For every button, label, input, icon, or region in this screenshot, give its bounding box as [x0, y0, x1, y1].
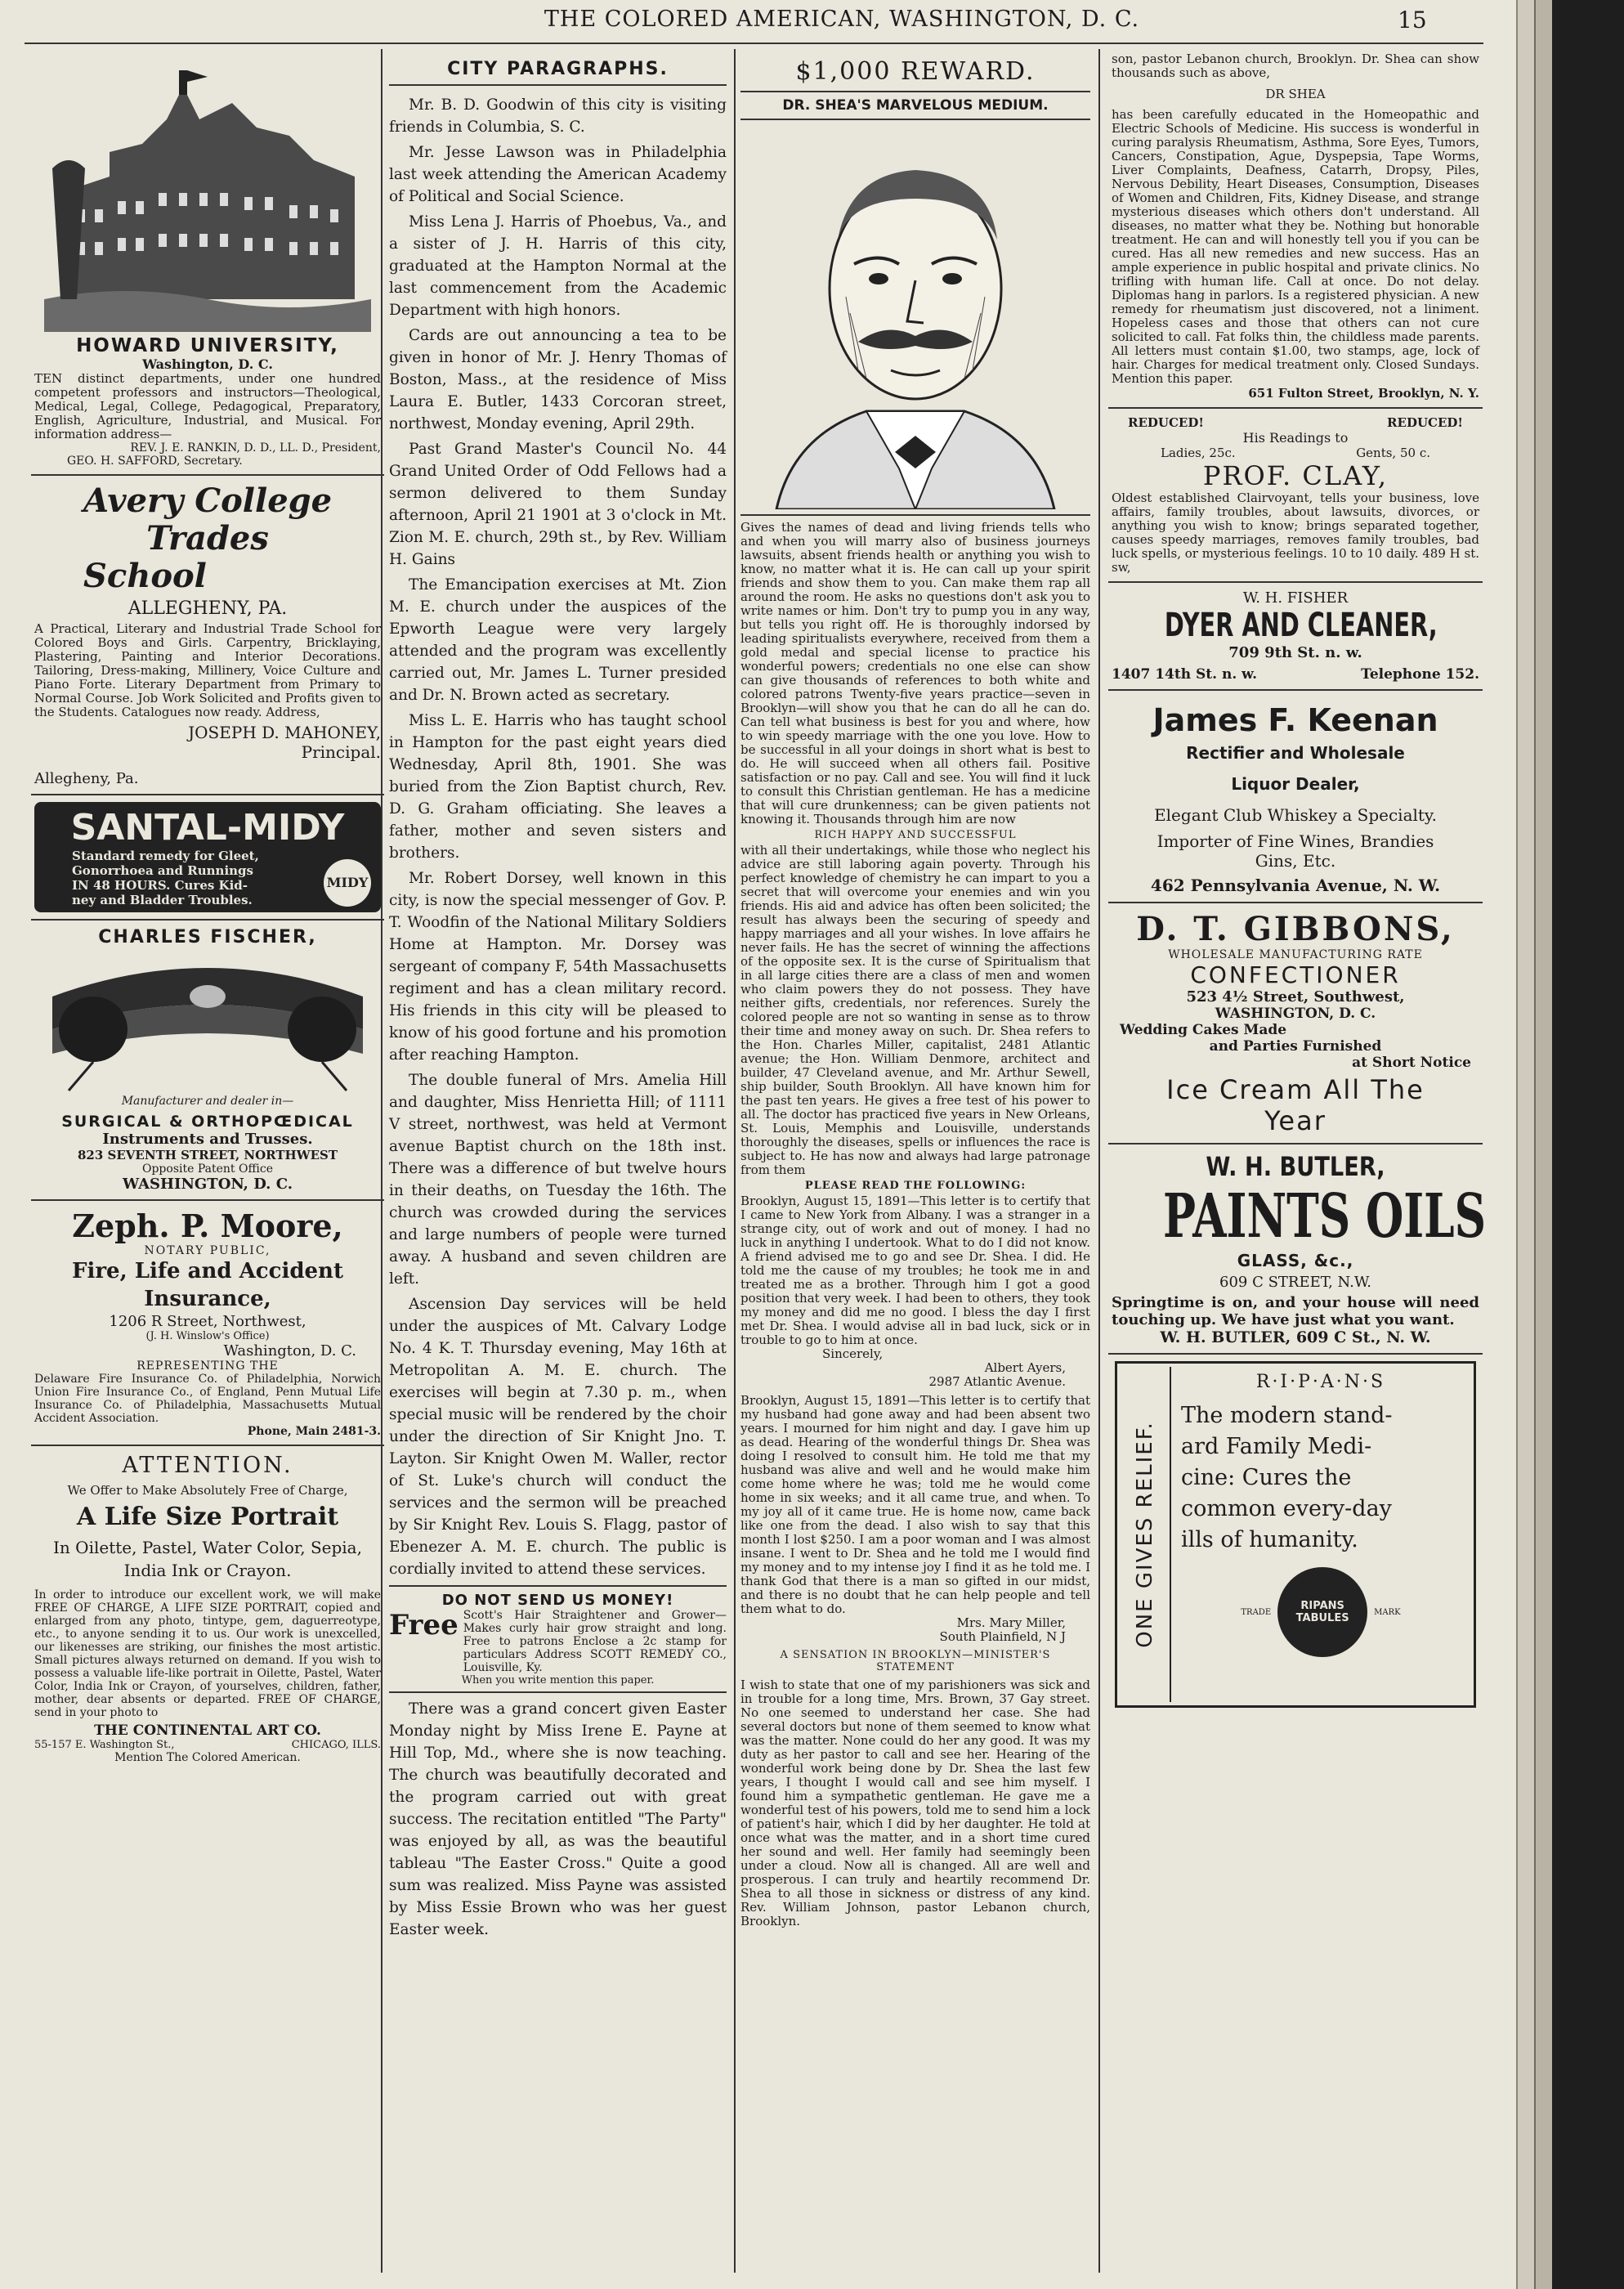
- santal-line-4: ney and Bladder Troubles.: [72, 893, 253, 907]
- fisher-trade: DYER AND CLEANER,: [1164, 607, 1438, 644]
- ripans-title: R·I·P·A·N·S: [1255, 1372, 1386, 1392]
- dr-shea-continued: [1108, 51, 1483, 409]
- column-2-city-paragraphs: [384, 51, 731, 2273]
- attention-title: ATTENTION.: [122, 1453, 293, 1478]
- prof-clay-ad: [1108, 409, 1483, 583]
- santal-line-1: Standard remedy for Gleet,: [72, 849, 259, 863]
- city-paragraph: Mr. Jesse Lawson was in Philadelphia last week attending the American Academy of Political and Social Science.: [389, 144, 727, 205]
- page-number: 15: [1398, 7, 1427, 34]
- ripans-trade: TRADE: [1241, 1607, 1272, 1617]
- fischer-line-4: Opposite Patent Office: [141, 1162, 274, 1176]
- attention-text: In order to introduce our excellent work, we will make FREE OF CHARGE, A LIFE SIZE PORTRAIT, copied and enlarged from any photo, tintype, gem, daguerreotype, etc., to anyone sending it to us. Our work is unexcelled, our likenesses are striking, our finishes the most artistic. Small pictures always returned on demand. If you wish to possess a valuable life-like portrait in Oilette, Pastel, Water Color, India Ink or Crayon, of yourselves, children, father, mother, dear absents or departed. FREE OF CHARGE, send in your photo to: [34, 1588, 381, 1719]
- letter-1-sincerely: Sincerely,: [822, 1346, 884, 1361]
- gibbons-line-1: WHOLESALE MANUFACTURING RATE: [1168, 948, 1423, 961]
- dr-shea-portrait: [744, 125, 1087, 509]
- page-edge: [1534, 0, 1554, 2289]
- avery-place: ALLEGHENY, PA.: [128, 598, 288, 619]
- fisher-address-2: 1407 14th St. n. w.: [1112, 666, 1258, 683]
- gibbons-line-8: Ice Cream All The: [1166, 1074, 1425, 1105]
- moore-phone: Phone, Main 2481-3.: [247, 1425, 381, 1438]
- keenan-line-5: Gins, Etc.: [1255, 851, 1336, 871]
- ripans-line-3: cine: Cures the: [1181, 1465, 1352, 1490]
- howard-text: TEN distinct departments, under one hundred competent professors and instructors—Theological, Medical, Legal, College, Pedagogical, Preparatory, English, Agriculture, Industrial, and Musical. For information address—: [34, 371, 381, 441]
- attention-address: 55-157 E. Washington St.,: [34, 1739, 175, 1751]
- column-rule: [1098, 49, 1100, 2273]
- reward-title: $1,000 REWARD.: [795, 57, 1036, 86]
- city-paragraph: The double funeral of Mrs. Amelia Hill and daughter, Miss Henrietta Hill; of 1111 V street, northwest, was held at Vermont avenue Baptist church on the 18th inst. There was a difference of but twelve hours in their deaths, on Tuesday the 16th. The church was crowded during the services and large numbers of people were turned away. A husband and seven children are left.: [389, 1072, 727, 1288]
- howard-place: Washington, D. C.: [142, 356, 273, 372]
- gibbons-line-7: at Short Notice: [1352, 1055, 1471, 1071]
- keenan-line-1: Rectifier and Wholesale: [1186, 743, 1405, 763]
- column-1: [31, 51, 384, 2273]
- dr-shea-heading: DR SHEA: [1265, 87, 1326, 101]
- avery-principal-name: JOSEPH D. MAHONEY,: [188, 723, 381, 742]
- howard-secretary: GEO. H. SAFFORD, Secretary.: [67, 455, 243, 468]
- clay-text: Oldest established Clairvoyant, tells your business, love affairs, family troubles, about lawsuits, divorces, or anything you wish to know; brings separated together, causes speedy marriages, removes family troubles, bad luck spells, or mysterious feelings. 10 to 10 daily. 489 H st. sw,: [1112, 490, 1479, 575]
- scan-background: [1552, 0, 1624, 2289]
- howard-title: HOWARD UNIVERSITY,: [76, 335, 339, 356]
- shea-continued-text: son, pastor Lebanon church, Brooklyn. Dr. Shea can show thousands such as above,: [1112, 52, 1479, 80]
- clay-gents: Gents, 50 c.: [1356, 446, 1430, 460]
- gibbons-name: D. T. GIBBONS,: [1136, 910, 1455, 948]
- ripans-line-1: The modern stand-: [1181, 1403, 1393, 1428]
- attention-portrait: A Life Size Portrait: [76, 1503, 339, 1531]
- continental-art-ad: [31, 1446, 384, 1771]
- moore-companies: Delaware Fire Insurance Co. of Philadelphia, Norwich Union Fire Insurance Co., of England, Penn Mutual Life Insurance Co. of Philadelphia, Massachusetts Mutual Accident Association.: [34, 1373, 381, 1425]
- santal-line-3: IN 48 HOURS. Cures Kid-: [72, 878, 248, 893]
- city-paragraph: There was a grand concert given Easter Monday night by Miss Irene E. Payne at Hill Top, Md., where she is now teaching. The church was beautifully decorated and the program carried out with great success. The recitation entitled "The Party" was enjoyed by all, as was the beautiful tableau "The Easter Cross." Quite a good sum was realized. Miss Payne was assisted by Miss Essie Brown who was her guest Easter week.: [389, 1700, 727, 1938]
- ripans-line-4: common every-day: [1181, 1496, 1392, 1521]
- avery-text: A Practical, Literary and Industrial Trade School for Colored Boys and Girls. Carpentry, Bricklaying, Plastering, Painting and Interior Decorations. Tailoring, Dress-making, Millinery, Voice Culture and Piano Forte. Literary Department from Primary to Normal Course. Job Work Solicited and Profits given to the Students. Catalogues now ready. Address,: [34, 621, 381, 719]
- moore-city: Washington, D. C.: [223, 1342, 356, 1360]
- city-paragraph: Past Grand Master's Council No. 44 Grand United Order of Odd Fellows had a sermon delivered to them Sunday afternoon, April 21 1901 at 3 o'clock in Mt. Zion M. E. church, 29th st., by Rev. William H. Gains: [389, 441, 727, 568]
- attention-media: In Oilette, Pastel, Water Color, Sepia, India Ink or Crayon.: [53, 1538, 362, 1580]
- page-edge: [1516, 0, 1536, 2289]
- avery-principal-role: Principal.: [301, 742, 381, 762]
- moore-sub: NOTARY PUBLIC,: [144, 1244, 271, 1257]
- city-paragraph: Ascension Day services will be held under the auspices of Mt. Calvary Lodge No. 4 K. T. Thursday evening, May 16th at Metropolitan A. M. E. church. The exercises will begin at 7.30 p. m., when special music will be rendered by the choir under the direction of Sir Knight Jno. T. Layton. Sir Knight Owen M. Waller, rector of St. Luke's church will conduct the services and the sermon will be preached by Sir Knight Rev. Louis S. Flagg, pastor of Ebenezer A. M. E. church. The public is cordially invited to attend these services.: [389, 1296, 727, 1578]
- city-paragraph: Mr. Robert Dorsey, well known in this city, is now the special messenger of Gov. P. T. Woodfin of the National Military Soldiers Home at Hampton. Mr. Dorsey was sergeant of company F, 54th Massachusetts regiment and has a clean military record. His friends in this city will be pleased to know of his good fortune and his promotion after reaching Hampton.: [389, 870, 727, 1064]
- letter-2-address: South Plainfield, N J: [939, 1629, 1066, 1644]
- shea-letter-2: Brooklyn, August 15, 1891—This letter is to certify that my husband had gone away and had been absent two years. I mourned for him night and day. I gave him up as dead. Hearing of the wonderful things Dr. Shea was doing I resolved to consult him. He told me that my husband was alive and well and he would make him come home where he was; told me he would come home in six weeks; and it all came true, and when. To my joy all of it came true. He is home now, came back like one from the dead. I also wish to say that this month I lost $250. I am a poor woman and I was almost insane. I went to Dr. Shea and he told me I would find my money and to my intense joy I find it as he told me. I thank God that there is a man so gifted in our midst, and there is no doubt that he can help people and tell them what to do.: [740, 1393, 1090, 1616]
- fischer-line-5: WASHINGTON, D. C.: [123, 1176, 293, 1193]
- gibbons-line-6: and Parties Furnished: [1209, 1038, 1382, 1055]
- scott-ad-text: Scott's Hair Straightener and Grower—Makes curly hair grow straight and long. Free to patrons Enclose a 2c stamp for particulars Address SCOTT REMEDY CO., Louisville, Ky.: [463, 1609, 727, 1674]
- letter-1-address: 2987 Atlantic Avenue.: [928, 1374, 1066, 1389]
- letter-1-name: Albert Ayers,: [984, 1360, 1066, 1375]
- scott-ad-free: Free: [389, 1609, 459, 1642]
- attention-city: CHICAGO, ILLS.: [291, 1739, 381, 1751]
- keenan-line-6: 462 Pennsylvania Avenue, N. W.: [1150, 876, 1441, 895]
- howard-university-ad: [31, 51, 384, 476]
- shea-heading-sensation: A SENSATION IN BROOKLYN—MINISTER'S STATEMENT: [780, 1649, 1051, 1673]
- masthead-title: THE COLORED AMERICAN, WASHINGTON, D. C.: [544, 7, 1140, 32]
- howard-university-building-illustration: [44, 54, 371, 332]
- attention-offer: We Offer to Make Absolutely Free of Charge,: [67, 1483, 348, 1498]
- scott-remedy-ad: [389, 1585, 727, 1693]
- letter-2-name: Mrs. Mary Miller,: [956, 1615, 1066, 1630]
- moore-address: 1206 R Street, Northwest,: [109, 1313, 306, 1330]
- shea-heading-rich: RICH HAPPY AND SUCCESSFUL: [814, 829, 1017, 841]
- howard-president: REV. J. E. RANKIN, D. D., LL. D., President,: [130, 441, 381, 455]
- scott-ad-mention: When you write mention this paper.: [461, 1674, 655, 1687]
- gibbons-line-4: WASHINGTON, D. C.: [1215, 1006, 1376, 1022]
- shea-paragraph-1: Gives the names of dead and living friends tells who and when you will marry also of business journeys lawsuits, absent friends health or anything you wish to know, no matter what it is. He can call up your spirit friends and show them to you. Can make them rap all around the room. He asks no questions don't ask you to write names or him. Don't try to pump you in any way, but tells you right off. He is thoroughly indorsed by leading spiritualists everywhere, received from them a gold medal and special license to practice his wonderful powers; credentials no one else can show can give thousands of references to both white and colored patrons Twenty-five years practice—seven in Brooklyn—will show you that he can do all he can do. Can tell what business is best for you and where, how to win speedy marriage with the one you love. How to be successful in all your doings in short what is best to do. He will succeed when all others fail. Positive satisfaction or no pay. Call and see. You will find it luck to consult this Christian gentleman. He has a medicine that will cure drunkenness; can be given patients not knowing it. Thousands through him are now: [740, 520, 1090, 826]
- fisher-telephone: Telephone 152.: [1361, 666, 1479, 683]
- moore-representing: REPRESENTING THE: [136, 1360, 279, 1373]
- dr-shea-address: 651 Fulton Street, Brooklyn, N. Y.: [1248, 386, 1479, 401]
- scott-ad-head: DO NOT SEND US MONEY!: [441, 1592, 674, 1609]
- ripans-line-2: ard Family Medi-: [1181, 1434, 1372, 1459]
- ripans-mark: MARK: [1374, 1607, 1401, 1617]
- avery-title-school: School: [83, 557, 207, 595]
- gibbons-line-2: CONFECTIONER: [1190, 961, 1401, 988]
- ripans-side-text: ONE GIVES RELIEF.: [1133, 1421, 1157, 1648]
- attention-company: THE CONTINENTAL ART CO.: [94, 1722, 321, 1739]
- shea-paragraph-3: I wish to state that one of my parishioners was sick and in trouble for a long time, Mrs. Brown, 37 Gay street. No one seemed to understand her case. She had several doctors but none of them seemed to know what was the matter. None could do her any good. It was my duty as her pastor to call and see her. Hearing of the wonderful work being done by Dr. Shea the last few years, I thought I would call and see him myself. I found him a sympathetic gentleman. He gave me a wonderful test of his powers, told me to send him a lock of patient's hair, which I did by her daughter. He told at once what was the matter, and in a short time cured her sound and well. Her family had seemingly been under a cloud. Now all is changed. All are well and prosperous. I can truly and heartily recommend Dr. Shea to all those in sickness or distress of any kind. Rev. William Johnson, pastor Lebanon church, Brooklyn.: [740, 1678, 1090, 1928]
- santal-line-2: Gonorrhoea and Runnings: [72, 863, 253, 878]
- shea-letter-1: Brooklyn, August 15, 1891—This letter is to certify that I came to New York from Albany. I was a stranger in a strange city, out of work and out of money. I had no luck in anything I undertook. What to do I did not know. A friend advised me to go and see Dr. Shea. I did. He told me the cause of my troubles; he took me in and treated me as a brother. Through him I got a good position that very week. I had been to others, they took my money and did me no good. I bless the day I first met Dr. Shea. I would advise all in bad luck, sick or in trouble to go to him at once.: [740, 1194, 1090, 1347]
- butler-paints-oils: PAINTS OILS: [1163, 1181, 1487, 1252]
- fisher-dyer-ad: [1108, 583, 1483, 691]
- avery-footer: Allegheny, Pa.: [34, 770, 139, 787]
- ripans-line-5: ills of humanity.: [1181, 1527, 1358, 1552]
- avery-college-ad: [31, 476, 384, 795]
- butler-paints-ad: [1108, 1144, 1487, 1355]
- city-paragraph: Mr. B. D. Goodwin of this city is visiting friends in Columbia, S. C.: [389, 96, 727, 136]
- moore-insurance: Fire, Life and Accident Insurance,: [72, 1259, 343, 1311]
- fischer-title: CHARLES FISCHER,: [98, 927, 317, 947]
- city-paragraph: Miss Lena J. Harris of Phoebus, Va., and a sister of J. H. Harris of this city, graduated at the Hampton Normal at the last commencement from the Academic Department with high honors.: [389, 213, 727, 319]
- butler-text: Springtime is on, and your house will need touching up. We have just what you want.: [1112, 1294, 1479, 1328]
- moore-office: (J. H. Winslow's Office): [145, 1330, 270, 1342]
- city-paragraphs-title: CITY PARAGRAPHS.: [447, 59, 669, 79]
- fischer-line-3: 823 SEVENTH STREET, NORTHWEST: [77, 1148, 338, 1162]
- truss-illustration: [44, 947, 371, 1095]
- butler-address: 609 C STREET, N.W.: [1219, 1274, 1371, 1291]
- fischer-maker: Manufacturer and dealer in—: [121, 1095, 294, 1108]
- butler-name: W. H. BUTLER,: [1206, 1151, 1385, 1182]
- column-3-shea-reward: [736, 51, 1095, 2273]
- gibbons-line-5: Wedding Cakes Made: [1120, 1022, 1287, 1038]
- zeph-moore-ad: [31, 1201, 384, 1446]
- keenan-line-4: Importer of Fine Wines, Brandies: [1156, 831, 1434, 851]
- santal-title: SANTAL-MIDY: [70, 807, 345, 849]
- city-paragraph: Cards are out announcing a tea to be given in honor of Mr. J. Henry Thomas of Boston, Mass., at the residence of Miss Laura E. Butler, 1433 Corcoran street, northwest, Monday evening, April 29th.: [389, 327, 727, 432]
- fisher-address-1: 709 9th St. n. w.: [1228, 644, 1362, 661]
- clay-reduced-right: REDUCED!: [1387, 415, 1463, 430]
- clay-ladies: Ladies, 25c.: [1161, 446, 1236, 460]
- keenan-name: James F. Keenan: [1152, 702, 1438, 738]
- butler-glass: GLASS, &c.,: [1237, 1251, 1354, 1270]
- shea-heading-read: PLEASE READ THE FOLLOWING:: [804, 1180, 1027, 1192]
- attention-mention: Mention The Colored American.: [114, 1751, 301, 1764]
- keenan-line-2: Liquor Dealer,: [1231, 774, 1360, 794]
- charles-fischer-ad: [31, 921, 384, 1201]
- clay-name: PROF. CLAY,: [1202, 460, 1389, 491]
- column-4: [1103, 51, 1488, 2273]
- midy-badge: MIDY: [324, 859, 371, 907]
- fischer-line-2: Instruments and Trusses.: [102, 1131, 313, 1148]
- clay-readings: His Readings to: [1242, 430, 1349, 446]
- keenan-line-3: Elegant Club Whiskey a Specialty.: [1154, 805, 1437, 825]
- butler-signature: W. H. BUTLER, 609 C St., N. W.: [1160, 1328, 1431, 1346]
- clay-reduced-left: REDUCED!: [1128, 415, 1204, 430]
- fisher-name: W. H. FISHER: [1242, 589, 1349, 607]
- gibbons-line-9: Year: [1264, 1105, 1326, 1136]
- dr-shea-text: has been carefully educated in the Homeopathic and Electric Schools of Medicine. His success is wonderful in curing paralysis Rheumatism, Asthma, Sore Eyes, Tumors, Cancers, Constipation, Ague, Dyspepsia, Tape Worms, Liver Complaints, Deafness, Catarrh, Dropsy, Piles, Nervous Debility, Heart Diseases, Consumption, Diseases of Women and Children, Fits, Kidney Disease, and strange mysterious diseases which others don't understand. All diseases, no matter what they be. Nothing but honorable treatment. He can and will honestly tell you if you can be cured. Has all new remedies and new success. Has an ample experience in public hospital and private clinics. No trifling with human life. Call at once. Do not delay. Diplomas hang in parlors. Is a registered physician. A new remedy for rheumatism just discovered, not a liniment. Hopeless cases and those that others can not cure solicited to call. Fat folks thin, the childless made parents. All letters must contain $1.00, two stamps, age, lock of hair. Charges for medical treatment only. Closed Sundays. Mention this paper.: [1112, 107, 1479, 386]
- ripans-ad: [1115, 1361, 1476, 1708]
- avery-title: Avery College Trades: [83, 482, 333, 558]
- keenan-liquor-ad: [1108, 691, 1483, 903]
- santal-midy-ad: [31, 795, 384, 921]
- city-paragraph: The Emancipation exercises at Mt. Zion M. E. church under the auspices of the Epworth League were very largely attended and the program was excellently carried out, Mr. James L. Turner presided and Dr. N. Brown acted as secretary.: [389, 576, 727, 704]
- reward-subtitle: DR. SHEA'S MARVELOUS MEDIUM.: [782, 97, 1049, 114]
- fischer-line-1: SURGICAL & ORTHOPŒDICAL: [61, 1113, 354, 1131]
- top-rule: [25, 43, 1483, 44]
- shea-paragraph-2: with all their undertakings, while those who neglect his advice are still laboring again poverty. Through his perfect knowledge of chemistry he can impart to you a secret that will overcome your enemies and win you friends. His aid and advice has often been solicited; the result has always been the securing of speedy and happy marriages and all your wishes. In love affairs he never fails. He has the secret of winning the affections of the opposite sex. It is the curse of Spiritualism that in all large cities there are a class of men and women who claim powers they do not possess. They have neither gifts, credentials, nor references. Surely the colored people are not so wanting in sense as to throw their time and money away on such. Dr. Shea refers to the Hon. Charles Miller, capitalist, 2481 Atlantic avenue; the Hon. William Denmore, architect and builder, 47 Cleveland avenue, and Mr. Arthur Sewell, ship builder, South Brooklyn. All have known him for the past ten years. He gives a free test of his power to all. The doctor has practiced five years in New Orleans, St. Louis, Memphis and Louisville, understands thoroughly the diseases, spells or influences the race is subject to. He has now and always had large patronage from them: [740, 843, 1090, 1177]
- gibbons-confectioner-ad: [1108, 903, 1483, 1144]
- city-paragraph: Miss L. E. Harris who has taught school in Hampton for the past eight years died Wednesday, April 8th, 1901. She was buried from the Zion Baptist church, Rev. D. G. Graham officiating. She leaves a father, mother and seven sisters and brothers.: [389, 712, 727, 862]
- gibbons-line-3: 523 4½ Street, Southwest,: [1186, 988, 1405, 1006]
- ripans-logo: RIPANS TABULES: [1277, 1567, 1367, 1657]
- moore-title: Zeph. P. Moore,: [72, 1207, 343, 1244]
